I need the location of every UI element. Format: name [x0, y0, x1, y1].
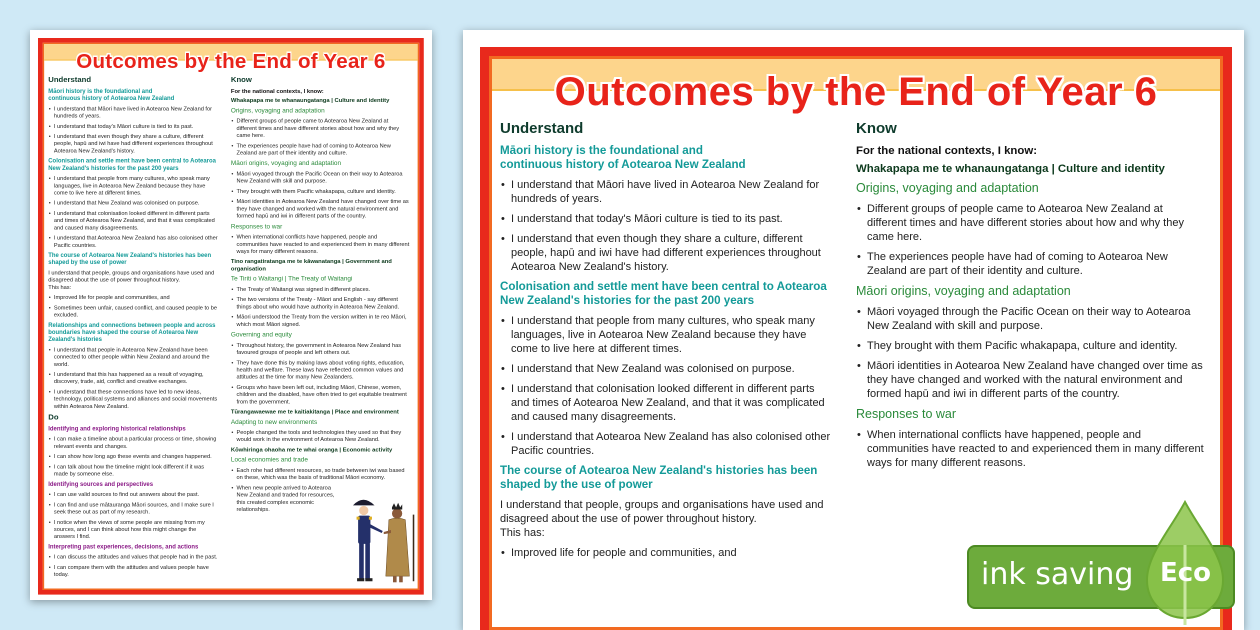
bullet-item: • Māori identities in Aotearoa New Zealand have changed over time as they have changed and worked with the natural environment and formed hapū and iwi in different parts of the country. [231, 198, 410, 220]
section-heading: For the national contexts, I know: [856, 145, 1037, 157]
section-heading: Origins, voyaging and adaptation [230, 106, 325, 114]
bullet-item: • Māori voyaged through the Pacific Ocean on their way to Aotearoa New Zealand with skill and purpose. [231, 170, 410, 184]
section-heading: Governing and equity [230, 330, 292, 339]
section-heading: Responses to war [856, 407, 957, 421]
section-heading: Whakapapa me te whanaungatanga | Culture and identity [856, 163, 1165, 175]
section-heading: Origins, voyaging and adaptation [856, 181, 1039, 195]
section-heading: Māori history is the foundational and continuous history of Aotearoa New Zealand [500, 144, 746, 171]
bullet-item: • I notice when the views of some people are missing from my sources, and I can think about how this might change the answers I find. [48, 519, 218, 541]
paragraph: I understand that people, groups and organisations have used and disagreed about the use of power throughout history. This has: [500, 499, 824, 539]
document-frame [38, 38, 424, 595]
right-column [856, 120, 1204, 476]
bullet-item: • When international conflicts have happened, people and communities have reacted to and experienced them in many different ways for many different reasons. [856, 428, 1204, 470]
bullet-item: • I understand that people from many cultures, who speak many languages, live in Aotearoa New Zealand because they have come to live here at different times. [500, 314, 832, 356]
thumbnail-document [38, 38, 424, 595]
section-heading: Māori origins, voyaging and adaptation [856, 284, 1071, 298]
bullet-item: • I can show how long ago these events and changes happened. [48, 453, 218, 460]
bullet-item: • I understand that today's Māori culture is tied to its past. [500, 212, 832, 226]
left-column [48, 75, 218, 581]
main-document [480, 47, 1232, 630]
main-page-preview [463, 30, 1244, 630]
bullet-item: • Sometimes been unfair, caused conflict, and caused people to be excluded. [48, 304, 218, 318]
bullet-item: • I understand that Aotearoa New Zealand has also colonised other Pacific countries. [500, 430, 832, 458]
bullet-item: • Different groups of people came to Aotearoa New Zealand at different times and have different stories about how and why they came here. [231, 118, 410, 140]
bullet-item: • I understand that New Zealand was colonised on purpose. [48, 200, 218, 207]
bullet-item: • I understand that even though they share a culture, different people, hapū and iwi have had different experiences throughout Aotearoa New Zealand's history. [48, 133, 218, 155]
section-heading: The course of Aotearoa New Zealand's histories has been shaped by the use of power [500, 464, 818, 491]
bullet-item: • Improved life for people and communities, and [48, 294, 218, 301]
section-heading: Identifying and exploring historical relationships [48, 425, 186, 432]
bullet-item: • Throughout history, the government in Aotearoa New Zealand has favoured groups of people and left others out. [231, 342, 410, 356]
section-heading: Adapting to new environments [230, 418, 318, 426]
section-heading: Local economies and trade [230, 456, 308, 464]
section-heading: Tūrangawaewae me te kaitiakitanga | Place and environment [230, 408, 399, 416]
section-heading: The course of Aotearoa New Zealand's histories has been shaped by the use of power [48, 251, 212, 266]
bullet-item: • Improved life for people and communities, and [500, 546, 832, 560]
bullet-item: • I can find and use mātauranga Māori sources, and I make sure I seek these out as part of my research. [48, 501, 218, 515]
section-heading: Māori origins, voyaging and adaptation [230, 159, 342, 167]
bullet-item: • They brought with them Pacific whakapapa, culture and identity. [231, 188, 410, 195]
bullet-item: • Different groups of people came to Aotearoa New Zealand at different times and have different stories about how and why they came here. [856, 202, 1204, 244]
bullet-item: • I can make a timeline about a particular process or time, showing relevant events and changes. [48, 436, 218, 450]
section-heading: Know [856, 120, 897, 137]
bullet-item: • I understand that even though they share a culture, different people, hapū and iwi have had different experiences throughout Aotearoa New Zealand's history. [500, 232, 832, 274]
bullet-item: • I understand that people from many cultures, who speak many languages, live in Aotearoa New Zealand because they have come to live here at different times. [48, 175, 218, 197]
document-title: Outcomes by the End of Year 6 [554, 70, 1158, 114]
bullet-item: • They brought with them Pacific whakapapa, culture and identity. [856, 339, 1204, 353]
section-heading: Tino rangatiratanga me te kāwanatanga | Government and organisation [230, 258, 392, 272]
ink-saving-label: ink saving [981, 557, 1134, 592]
bullet-item: • I understand that people in Aotearoa New Zealand have been connected to other people within New Zealand and around the world. [48, 346, 218, 368]
right-column [231, 75, 410, 516]
section-heading: Interpreting past experiences, decisions, and actions [48, 543, 199, 550]
bullet-item: • I can compare them with the attitudes and values people have today. [48, 564, 218, 578]
bullet-item: • I understand that today's Māori culture is tied to its past. [48, 123, 218, 130]
bullet-item: • I can discuss the attitudes and values that people had in the past. [48, 554, 218, 561]
bullet-item: • I understand that Māori have lived in Aotearoa New Zealand for hundreds of years. [500, 178, 832, 206]
section-heading: Kōwhiringa ohaoha me te whai oranga | Economic activity [230, 446, 393, 454]
bullet-item: • People changed the tools and technologies they used so that they would work in the environment of Aotearoa New Zealand. [231, 429, 410, 443]
section-heading: Colonisation and settle ment have been central to Aotearoa New Zealand's histories for the past 200 years [500, 280, 827, 307]
bullet-item: • When international conflicts have happened, people and communities have reacted to and experienced them in many different ways for many different reasons. [231, 233, 410, 255]
eco-label: Eco [1160, 558, 1212, 588]
section-heading: Māori history is the foundational and continuous history of Aotearoa New Zealand [48, 87, 175, 102]
bullet-item: • Māori understood the Treaty from the version written in te reo Māori, which most Māori signed. [231, 313, 410, 327]
bullet-item: • I understand that Aotearoa New Zealand has also colonised other Pacific countries. [48, 234, 218, 248]
thumbnail-page-preview[interactable] [30, 30, 432, 600]
section-heading: Know [230, 75, 252, 85]
section-heading: Whakapapa me te whanaungatanga | Culture and identity [230, 97, 390, 104]
paragraph: I understand that people, groups and organisations have used and disagreed about the use of power throughout history. This has: [48, 269, 215, 291]
section-heading: Colonisation and settle ment have been central to Aotearoa New Zealand's histories for the past 200 years [48, 157, 216, 172]
bullet-item: • The Treaty of Waitangi was signed in different places. [231, 286, 410, 293]
bullet-item: • I understand that these connections have led to new ideas, technology, political systems and alliances and social movements within Aotearoa New Zealand. [48, 388, 218, 410]
bullet-item: • The two versions of the Treaty - Māori and English - say different things about who would have authority in Aotearoa New Zealand. [231, 296, 410, 310]
left-column [500, 120, 832, 566]
bullet-item: • The experiences people have had of coming to Aotearoa New Zealand are part of their identity and culture. [856, 250, 1204, 278]
bullet-item: • I can use valid sources to find out answers about the past. [48, 491, 218, 498]
section-heading: Identifying sources and perspectives [48, 480, 154, 488]
document-title: Outcomes by the End of Year 6 [76, 49, 386, 73]
bullet-item: • I understand that Māori have lived in Aotearoa New Zealand for hundreds of years. [48, 105, 218, 119]
section-heading: Responses to war [230, 222, 283, 230]
bullet-item: • I understand that colonisation looked different in different parts and times of Aotearoa New Zealand, and that it was complicated and caused many disagreements. [500, 382, 832, 424]
bullet-item: • The experiences people have had of coming to Aotearoa New Zealand are part of their identity and culture. [231, 142, 410, 156]
bullet-item: • I understand that New Zealand was colonised on purpose. [500, 362, 832, 376]
handshake-illustration [343, 494, 420, 586]
section-heading: Do [48, 413, 59, 422]
bullet-item: • Each rohe had different resources, so trade between iwi was based on these, which was the basis of traditional Māori economy. [231, 467, 410, 481]
bullet-item: • They have done this by making laws about voting rights, education, health and welfare. These laws have reflected common values and attitudes at the time for many New Zealanders. [231, 359, 410, 381]
bullet-item: • I understand that colonisation looked different in different parts and times of Aotearoa New Zealand, and that it was complicated and caused many disagreements. [48, 210, 218, 232]
section-heading: Te Tiriti o Waitangi | The Treaty of Waitangi [230, 275, 353, 283]
bullet-item: • Māori voyaged through the Pacific Ocean on their way to Aotearoa New Zealand with skill and purpose. [856, 305, 1204, 333]
bullet-item: • When new people arrived to Aotearoa New Zealand and traded for resources, this created complex economic relationships. [231, 484, 342, 513]
section-heading: Understand [48, 75, 92, 85]
document-frame [480, 47, 1232, 630]
section-heading: Understand [500, 120, 584, 137]
bullet-item: • I can talk about how the timeline might look different if it was made by someone else. [48, 463, 218, 477]
bullet-item: • Māori identities in Aotearoa New Zealand have changed over time as they have changed and worked with the natural environment and formed hapū and iwi in different parts of the country. [856, 359, 1204, 401]
section-heading: Relationships and connections between people and across boundaries have shaped the course of Aotearoa New Zealand's histories [48, 321, 216, 343]
section-heading: For the national contexts, I know: [230, 88, 324, 95]
bullet-item: • Groups who have been left out, including Māori, Chinese, women, children and the disabled, have often tried to get equitable treatment from the government. [231, 384, 410, 406]
bullet-item: • I understand that this has happened as a result of voyaging, discovery, trade, aid, conflict and creative exchanges. [48, 371, 218, 385]
